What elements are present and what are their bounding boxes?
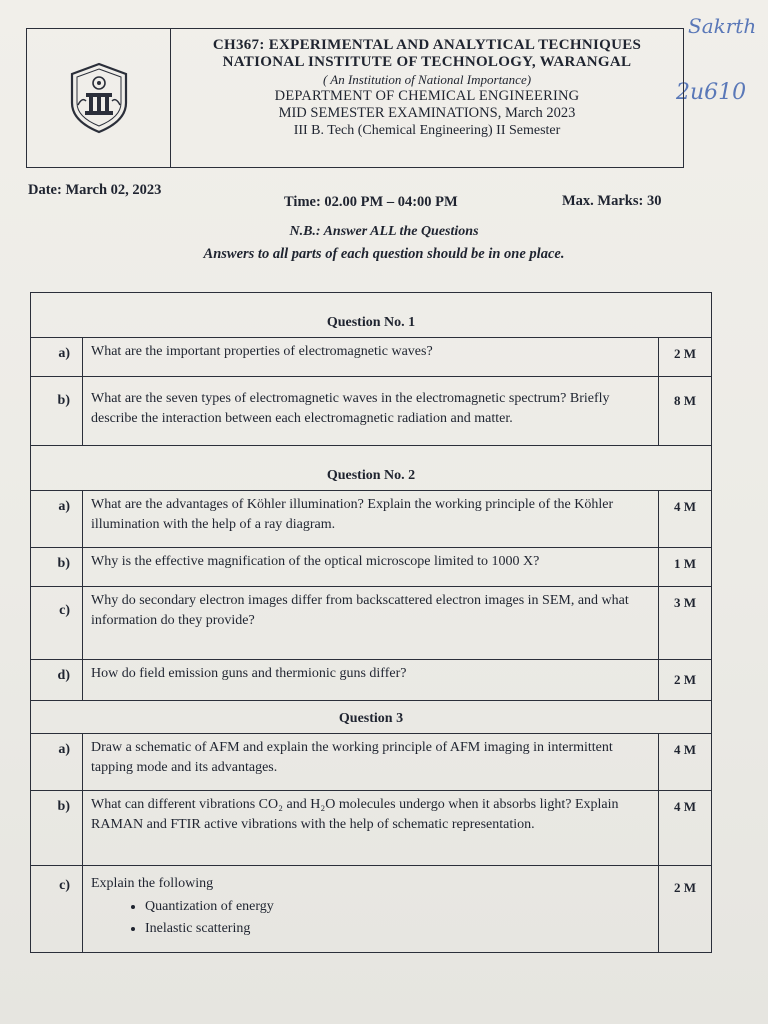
part-marks: 3 M xyxy=(659,587,712,660)
part-label: b) xyxy=(31,548,83,587)
question-title: Question No. 2 xyxy=(31,446,712,491)
part-marks: 4 M xyxy=(659,734,712,791)
handwritten-roll-number: 2u610 xyxy=(676,80,747,105)
question-title: Question No. 1 xyxy=(31,293,712,338)
part-label: c) xyxy=(31,866,83,953)
question-part-row xyxy=(31,587,712,660)
list-item: • Quantization of energy xyxy=(145,896,650,918)
part-label: a) xyxy=(31,338,83,377)
part-text: Draw a schematic of AFM and explain the working principle of AFM imaging in intermittent tapping mode and its advantages. xyxy=(83,734,659,791)
part-text: Why is the effective magnification of the optical microscope limited to 1000 X? xyxy=(83,548,659,587)
question-part-row xyxy=(31,338,712,377)
instruction-note: Answers to all parts of each question should be in one place. xyxy=(203,246,565,262)
exam-name: MID SEMESTER EXAMINATIONS, March 2023 xyxy=(278,105,576,121)
part-label: b) xyxy=(31,377,83,446)
question-part-row xyxy=(31,866,712,953)
exam-date: Date: March 02, 2023 xyxy=(28,182,162,198)
part-marks: 4 M xyxy=(659,791,712,866)
logo-cell xyxy=(27,29,171,167)
exam-time: Time: 02.00 PM – 04:00 PM xyxy=(284,194,458,210)
institute-logo-icon xyxy=(64,61,134,135)
question-part-row xyxy=(31,377,712,446)
question-part-row xyxy=(31,791,712,866)
part-body xyxy=(83,866,659,953)
department-name: DEPARTMENT OF CHEMICAL ENGINEERING xyxy=(274,88,580,104)
program-name: III B. Tech (Chemical Engineering) II Semester xyxy=(293,123,561,138)
part-text: Explain the following xyxy=(91,876,214,891)
part-label: c) xyxy=(31,587,83,660)
list-item: • Inelastic scattering xyxy=(145,918,650,940)
questions-table xyxy=(30,292,712,953)
part-label: d) xyxy=(31,660,83,701)
part-text: What are the important properties of electromagnetic waves? xyxy=(83,338,659,377)
part-marks: 4 M xyxy=(659,491,712,548)
part-text: What are the advantages of Köhler illumination? Explain the working principle of the Köhler illumination with the help of a ray diagram. xyxy=(83,491,659,548)
question-header-row xyxy=(31,293,712,338)
part-text: Why do secondary electron images differ from backscattered electron images in SEM, and what information do they provide? xyxy=(83,587,659,660)
part-label: b) xyxy=(31,791,83,866)
part-text: What are the seven types of electromagnetic waves in the electromagnetic spectrum? Briefly describe the interaction between each electromagnetic radiation and matter. xyxy=(83,377,659,446)
question-header-row xyxy=(31,701,712,734)
part-marks: 8 M xyxy=(659,377,712,446)
part-text: How do field emission guns and thermionic guns differ? xyxy=(83,660,659,701)
handwritten-name: Sakrth xyxy=(688,14,757,38)
question-part-row xyxy=(31,548,712,587)
part-marks: 2 M xyxy=(659,660,712,701)
question-part-row xyxy=(31,491,712,548)
institute-tagline: ( An Institution of National Importance) xyxy=(322,72,532,87)
question-header-row xyxy=(31,446,712,491)
part-marks: 2 M xyxy=(659,338,712,377)
part-text: What can different vibrations CO₂ and H₂O molecules undergo when it absorbs light? Explain RAMAN and FTIR active vibrations with the help of schematic representation. xyxy=(83,791,659,866)
header-box xyxy=(26,28,684,168)
bullet-list xyxy=(91,896,650,940)
institute-name: NATIONAL INSTITUTE OF TECHNOLOGY, WARANGAL xyxy=(222,54,632,70)
header-titles xyxy=(171,29,683,167)
question-part-row xyxy=(31,660,712,701)
question-title: Question 3 xyxy=(31,701,712,734)
part-marks: 2 M xyxy=(659,866,712,953)
nb-note: N.B.: Answer ALL the Questions xyxy=(289,224,479,239)
part-label: a) xyxy=(31,734,83,791)
part-label: a) xyxy=(31,491,83,548)
question-part-row xyxy=(31,734,712,791)
part-marks: 1 M xyxy=(659,548,712,587)
course-title: CH367: EXPERIMENTAL AND ANALYTICAL TECHNIQUES xyxy=(212,37,642,53)
max-marks: Max. Marks: 30 xyxy=(562,193,662,209)
